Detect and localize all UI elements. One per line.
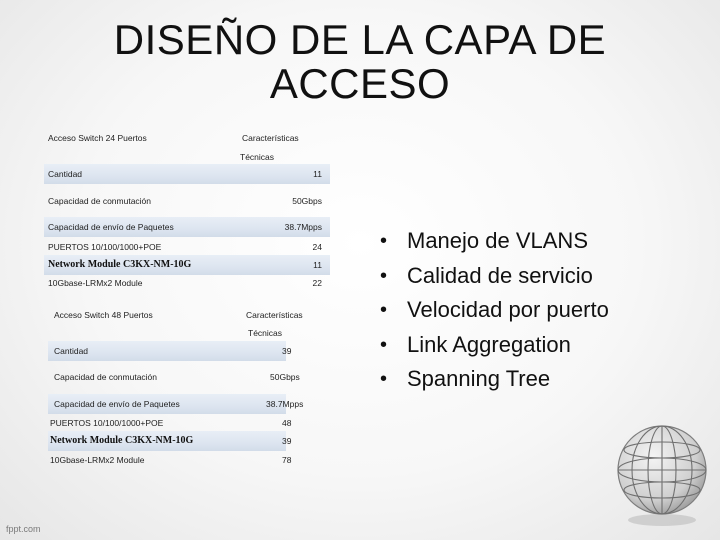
row-value: 11 <box>313 260 322 270</box>
list-item-text: Calidad de servicio <box>407 262 593 288</box>
table-row <box>48 394 304 414</box>
table-header-right-line-2: Técnicas <box>248 328 283 338</box>
row-label: Capacidad de conmutación <box>54 372 158 382</box>
row-value: 38.7Mpps <box>284 222 322 232</box>
table-header-left: Acceso Switch 24 Puertos <box>48 133 147 143</box>
table-row <box>44 217 330 237</box>
row-value: 48 <box>282 418 292 428</box>
row-label: 10Gbase-LRMx2 Module <box>48 278 143 288</box>
row-value: 78 <box>282 455 292 465</box>
table-row <box>48 413 292 433</box>
table-row <box>48 450 292 470</box>
row-label: Cantidad <box>54 346 89 356</box>
bullet-marker: • <box>380 368 388 390</box>
bullet-marker: • <box>380 333 388 356</box>
row-label: Capacidad de envío de Paquetes <box>54 399 180 409</box>
list-item-text: Manejo de VLANS <box>407 228 588 253</box>
row-label: Capacidad de envío de Paquetes <box>48 222 174 232</box>
switch-48-ports-table <box>48 305 334 469</box>
features-bullet-list <box>380 224 609 397</box>
row-label: Network Module C3KX-NM-10G <box>50 435 194 446</box>
row-label: Cantidad <box>48 169 83 179</box>
list-item <box>380 362 609 397</box>
row-label: 10Gbase-LRMx2 Module <box>50 455 145 465</box>
bullet-marker: • <box>380 264 388 287</box>
globe-icon <box>612 418 712 528</box>
row-value: 39 <box>282 436 292 446</box>
row-value: 24 <box>312 242 322 252</box>
list-item-text: Velocidad por puerto <box>407 297 609 322</box>
table-row <box>48 431 292 451</box>
watermark: fppt.com <box>6 524 41 534</box>
list-item-text: Spanning Tree <box>407 366 551 391</box>
slide-title <box>60 18 660 106</box>
list-item <box>380 328 609 363</box>
list-item <box>380 293 609 328</box>
table-header-right-line-2: Técnicas <box>240 152 275 162</box>
switch-24-ports-table <box>44 128 330 292</box>
row-value: 22 <box>312 278 322 288</box>
row-label: Capacidad de conmutación <box>48 196 152 206</box>
bullet-marker: • <box>380 230 388 252</box>
table-header-right-line-1: Características <box>246 310 303 320</box>
slide-title-line-1: DISEÑO DE LA CAPA DE <box>113 16 607 63</box>
table-row <box>44 237 330 257</box>
row-value: 39 <box>282 346 292 356</box>
slide-title-line-2: ACCESO <box>269 60 451 107</box>
table-header-right-line-1: Características <box>242 133 299 143</box>
table-row <box>48 341 292 361</box>
table-row <box>48 367 300 387</box>
row-label: PUERTOS 10/100/1000+POE <box>48 242 162 252</box>
row-value: 50Gbps <box>270 372 300 382</box>
table-row <box>44 191 330 211</box>
list-item <box>380 224 609 259</box>
row-value: 11 <box>313 169 322 179</box>
table-row <box>44 164 330 184</box>
row-label: Network Module C3KX-NM-10G <box>48 259 192 270</box>
list-item <box>380 259 609 294</box>
row-label: PUERTOS 10/100/1000+POE <box>50 418 164 428</box>
table-header-left: Acceso Switch 48 Puertos <box>54 310 153 320</box>
list-item-text: Link Aggregation <box>407 331 571 357</box>
table-row <box>44 273 330 293</box>
row-value: 38.7Mpps <box>266 399 304 409</box>
row-value: 50Gbps <box>292 196 322 206</box>
bullet-marker: • <box>380 299 388 321</box>
table-row <box>44 255 330 275</box>
